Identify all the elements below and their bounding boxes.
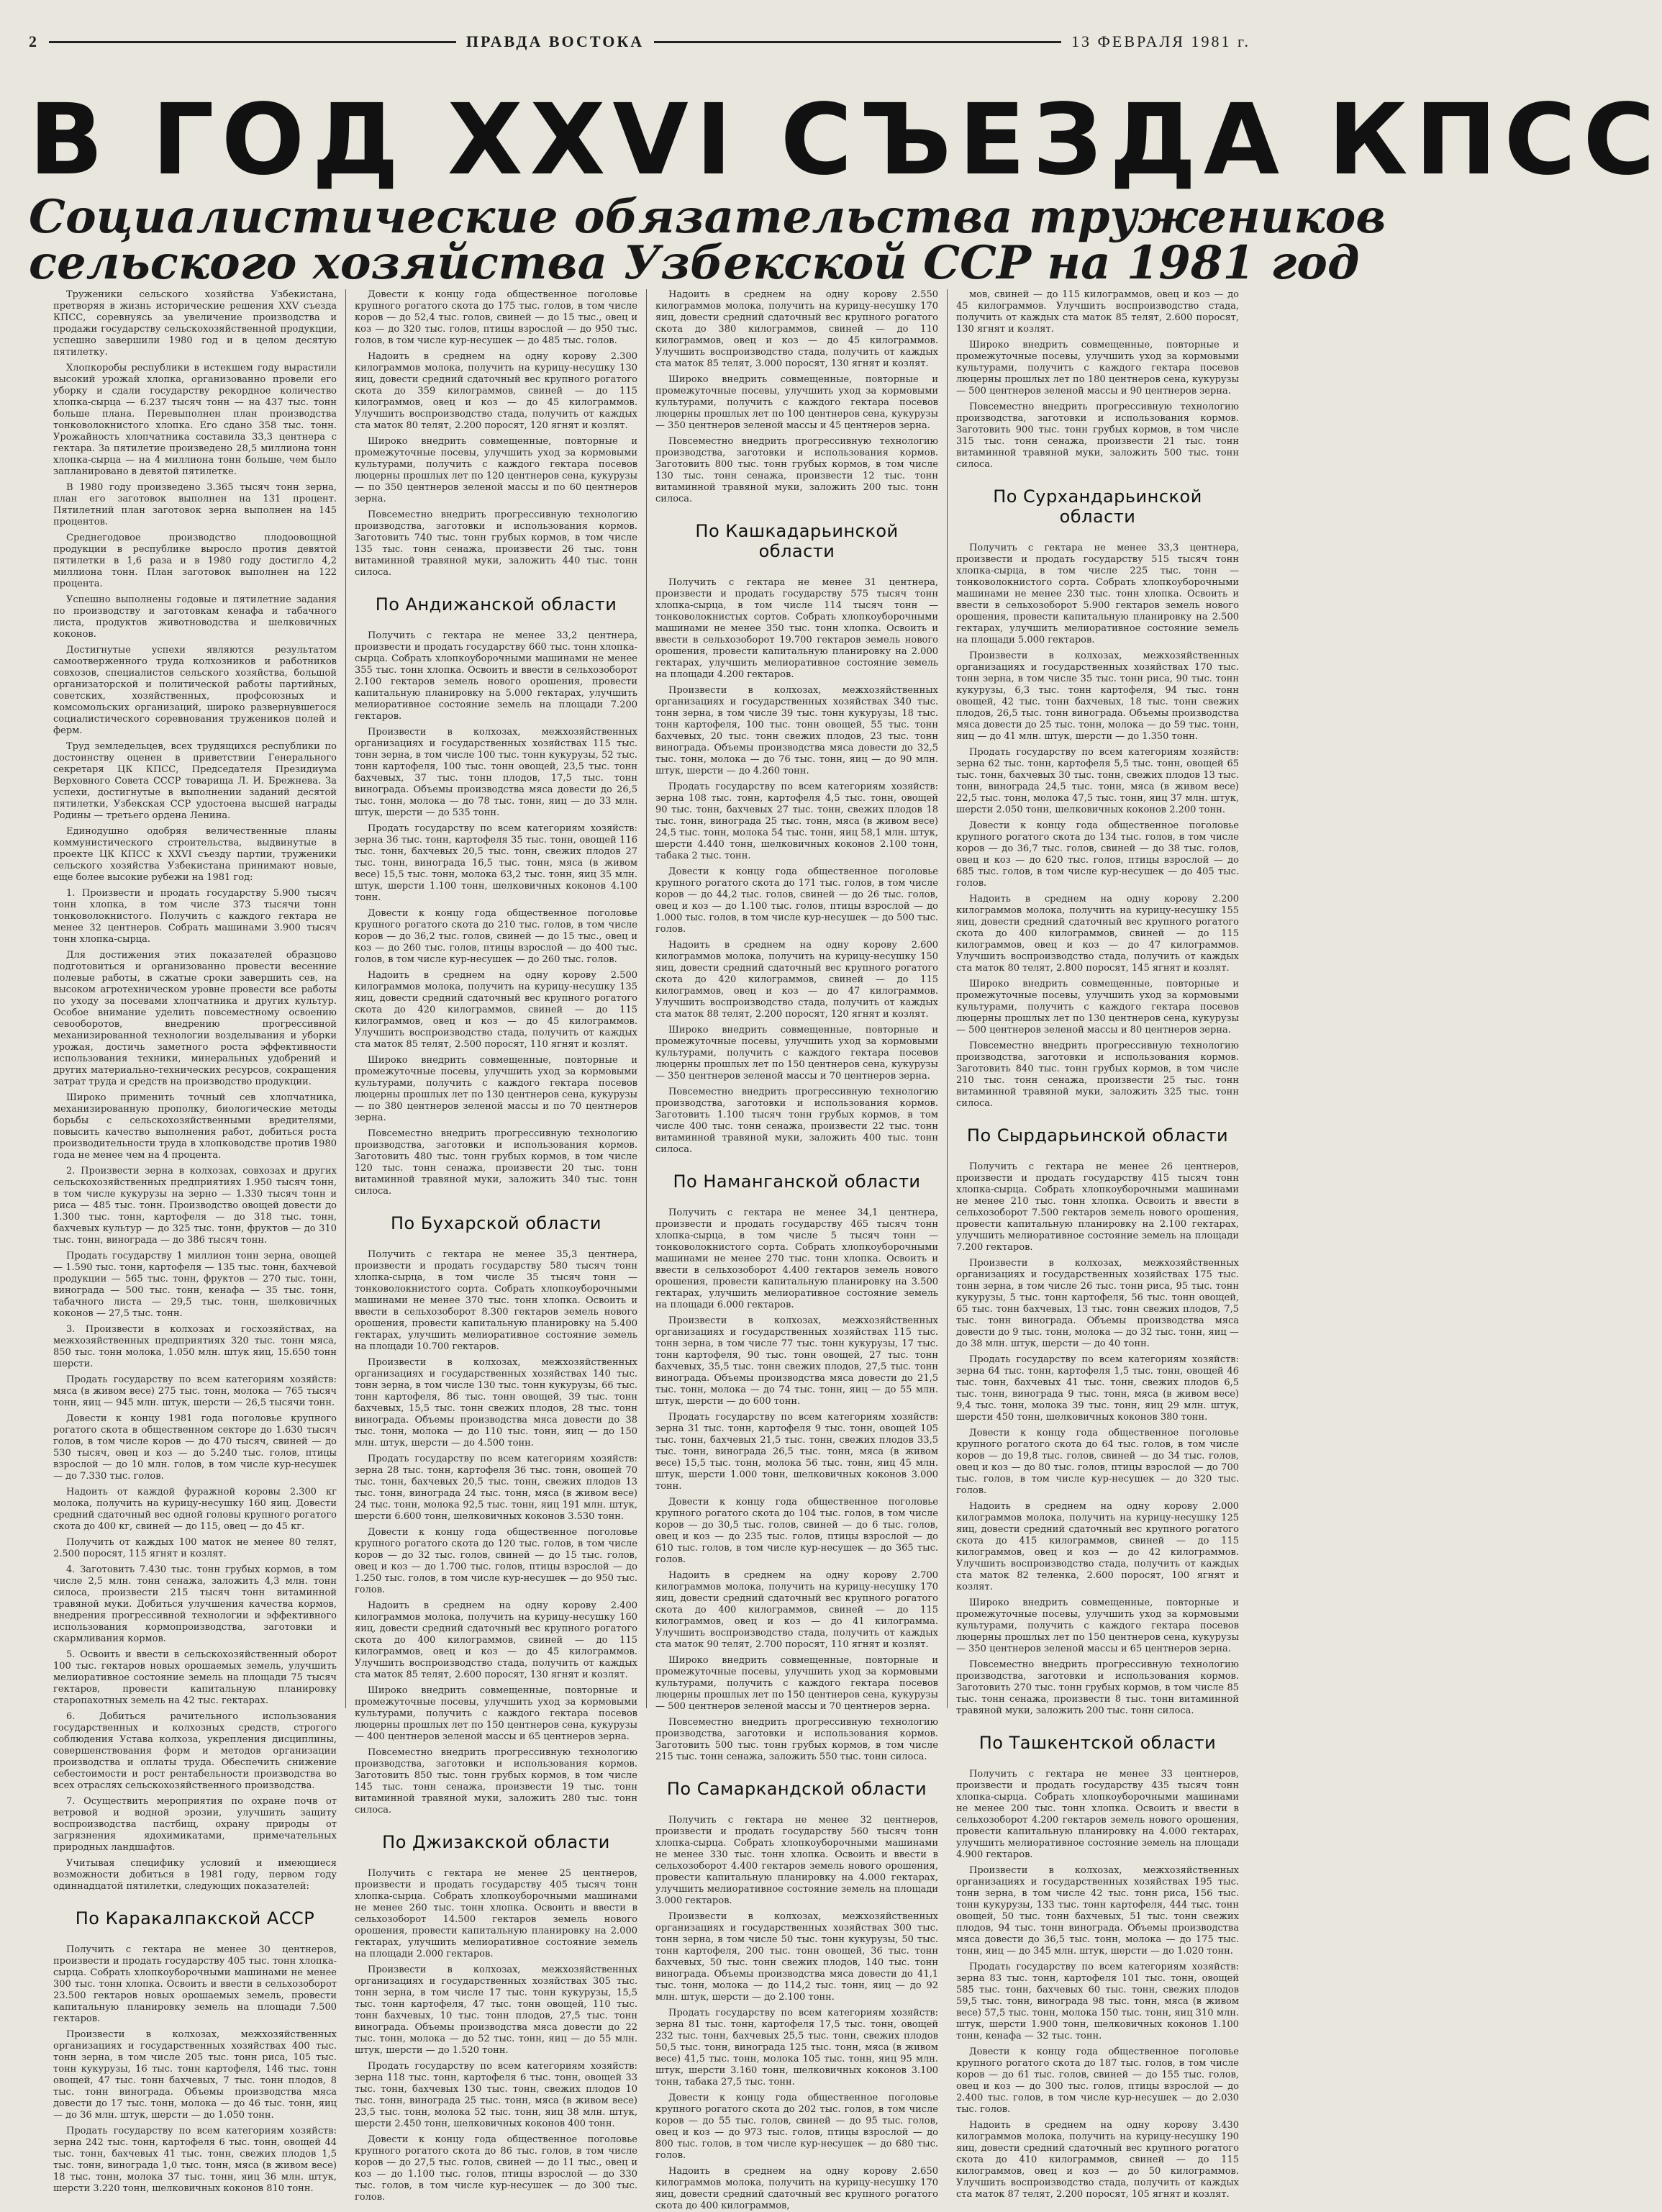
- article-paragraph: Получить с гектара не менее 26 центнеров, произвести и продать государству 415 тысяч тонн хлопка-сырца. Собрать хлопкоуборочными машинами не менее 210 тыс. тонн хлопка. Освоить и ввести в сельхозоборот 7.500 гектаров земель нового орошения, провести капитальную планировку на 2.100 гектарах, улучшить мелиоративное состояние земель на площади 7.200 гектаров.: [956, 1161, 1239, 1253]
- article-paragraph: Широко применить точный сев хлопчатника, механизированную прополку, биологические методы борьбы с сельскохозяйственными вредителями, повысить качество выполнения работ, добиться роста производительности труда в хлопководстве против 1980 года не менее чем на 4 процента.: [53, 1092, 337, 1161]
- article-paragraph: 1. Произвести и продать государству 5.900 тысяч тонн хлопка, в том числе 373 тысячи тонн тонковолокнистого. Получить с каждого гектара не менее 32 центнеров. Собрать машинами 3.900 тысяч тонн хлопка-сырца.: [53, 888, 337, 945]
- article-paragraph: Широко внедрить совмещенные, повторные и промежуточные посевы, улучшить уход за кормовыми культурами, получить с каждого гектара посевов люцерны прошлых лет по 130 центнеров сена, кукурузы — по 380 центнеров зеленой массы и по 70 центнеров зерна.: [355, 1055, 637, 1123]
- article-paragraph: Повсеместно внедрить прогрессивную технологию производства, заготовки и использования кормов. Заготовить 850 тыс. тонн грубых кормов, в том числе 145 тыс. тонн сенажа, произвести 19 тыс. тонн витаминной травяной муки, заложить 280 тыс. тонн силоса.: [355, 1747, 637, 1816]
- article-paragraph: Довести к концу года общественное поголовье крупного рогатого скота до 86 тыс. голов, в том числе коров — до 27,5 тыс. голов, свиней — до 11 тыс., овец и коз — до 1.100 тыс. голов, птицы взрослой — до 330 тыс. голов, в том числе кур-несушек — до 300 тыс. голов.: [355, 2134, 637, 2203]
- article-paragraph: Довести к концу года общественное поголовье крупного рогатого скота до 64 тыс. голов, в том числе коров — до 19,8 тыс. голов, свиней — до 34 тыс. голов, овец и коз — до 80 тыс. голов, птицы взрослой — до 700 тыс. голов, в том числе кур-несушек — до 320 тыс. голов.: [956, 1428, 1239, 1496]
- article-paragraph: 7. Осуществить мероприятия по охране почв от ветровой и водной эрозии, улучшить защиту воспроизводства пастбищ, охрану природы от загрязнения ядохимикатами, примечательных природных ландшафтов.: [53, 1796, 337, 1853]
- article-paragraph: 6. Добиться рачительного использования государственных и колхозных средств, строгого соблюдения Устава колхоза, укрепления дисциплины, совершенствования форм и методов организации производства и оплаты труда. Обеспечить снижение себестоимости и рост рентабельности производства во всех отраслях сельскохозяйственного производства.: [53, 1711, 337, 1791]
- article-paragraph: Надоить в среднем на одну корову 2.300 килограммов молока, получить на курицу-несушку 130 яиц, довести средний сдаточный вес крупного рогатого скота до 359 килограммов, свиней — до 115 килограммов, овец и коз — до 45 килограммов. Улучшить воспроизводство стада, получить от каждых ста маток 80 телят, 2.200 поросят, 120 ягнят и козлят.: [355, 351, 637, 431]
- article-paragraph: Довести к концу года общественное поголовье крупного рогатого скота до 187 тыс. голов, в том числе коров — до 61 тыс. голов, свиней — до 155 тыс. голов, овец и коз — до 300 тыс. голов, птицы взрослой — до 2.400 тыс. голов, в том числе кур-несушек — до 2.030 тыс. голов.: [956, 2046, 1239, 2115]
- article-paragraph: Широко внедрить совмещенные, повторные и промежуточные посевы, улучшить уход за кормовыми культурами, получить с каждого гектара посевов люцерны прошлых лет по 150 центнеров сена, кукурузы — 350 центнеров зеленой массы и 70 центнеров зерна.: [655, 1025, 938, 1082]
- section-heading-samarkand: По Самаркандской области: [666, 1779, 927, 1799]
- issue-date: 13 ФЕВРАЛЯ 1981 г.: [1071, 32, 1250, 50]
- article-paragraph: Произвести в колхозах, межхозяйственных организациях и государственных хозяйствах 170 тыс. тонн зерна, в том числе 35 тыс. тонн риса, 90 тыс. тонн кукурузы, 6,3 тыс. тонн картофеля, 94 тыс. тонн овощей, 42 тыс. тонн бахчевых, 18 тыс. тонн свежих плодов, 26,5 тыс. тонн винограда. Объемы производства мяса довести до 25 тыс. тонн, молока — до 59 тыс. тонн, яиц — до 41 млн. штук, шерсти — до 1.350 тонн.: [956, 651, 1239, 742]
- masthead-rule-left: [49, 41, 456, 43]
- article-paragraph: Широко внедрить совмещенные, повторные и промежуточные посевы, улучшить уход за кормовыми культурами, получить с каждого гектара посевов люцерны прошлых лет по 130 центнеров сена, кукурузы — 500 центнеров зеленой массы и 80 центнеров зерна.: [956, 979, 1239, 1035]
- article-paragraph: Повсеместно внедрить прогрессивную технологию производства, заготовки и использования кормов. Заготовить 1.100 тысяч тонн грубых кормов, в том числе 400 тыс. тонн сенажа, произвести 22 тыс. тонн витаминной травяной муки, заложить 400 тыс. тонн силоса.: [655, 1087, 938, 1155]
- article-paragraph: Получить от каждых 100 маток не менее 80 телят, 2.500 поросят, 115 ягнят и козлят.: [53, 1537, 337, 1559]
- article-paragraph: Надоить в среднем на одну корову 2.600 килограммов молока, получить на курицу-несушку 150 яиц, довести средний сдаточный вес крупного рогатого скота до 420 килограммов, свиней — до 115 килограммов, овец и коз — до 47 килограммов. Улучшить воспроизводство стада, получить от каждых ста маток 88 телят, 2.200 поросят, 120 ягнят и козлят.: [655, 940, 938, 1020]
- article-paragraph: Широко внедрить совмещенные, повторные и промежуточные посевы, улучшить уход за кормовыми культурами, получить с каждого гектара посевов люцерны прошлых лет по 150 центнеров сена, кукурузы — 350 центнеров зеленой массы и 65 центнеров зерна.: [956, 1597, 1239, 1654]
- article-paragraph: Продать государству по всем категориям хозяйств: зерна 118 тыс. тонн, картофеля 6 тыс. тонн, овощей 33 тыс. тонн, бахчевых 130 тыс. тонн, свежих плодов 10 тыс. тонн, винограда 25 тыс. тонн, мяса (в живом весе) 23,5 тыс. тонн, молока 52 тыс. тонн, яиц 38 млн. штук, шерсти 2.450 тонн, шелковичных коконов 400 тонн.: [355, 2061, 637, 2129]
- article-paragraph: Успешно выполнены годовые и пятилетние задания по производству и заготовкам кенафа и табачного листа, продуктов животноводства и шелковичных коконов.: [53, 594, 337, 640]
- page-number: 2: [29, 32, 39, 50]
- article-paragraph: Труд земледельцев, всех трудящихся республики по достоинству оценен в приветствии Генерального секретаря ЦК КПСС, Председателя Президиума Верховного Совета СССР товарища Л. И. Брежнева. За успехи, достигнутые в выполнении заданий десятой пятилетки, Узбекская ССР удостоена высшей награды Родины — третьего ордена Ленина.: [53, 741, 337, 821]
- article-paragraph: 3. Произвести в колхозах и госхозяйствах, на межхозяйственных предприятиях 320 тыс. тонн мяса, 850 тыс. тонн молока, 1.050 млн. штук яиц, 15.650 тонн шерсти.: [53, 1324, 337, 1369]
- masthead-rule-right: [654, 41, 1061, 43]
- article-paragraph: Надоить в среднем на одну корову 2.200 килограммов молока, получить на курицу-несушку 155 яиц, довести средний сдаточный вес крупного рогатого скота до 400 килограммов, свиней — до 115 килограммов, овец и коз — до 47 килограммов. Улучшить воспроизводство стада, получить от каждых ста маток 80 телят, 2.800 поросят, 145 ягнят и козлят.: [956, 894, 1239, 974]
- article-paragraph: Единодушно одобряя величественные планы коммунистического строительства, выдвинутые в проекте ЦК КПСС к XXVI съезду партии, труженики сельского хозяйства Узбекистана принимают новые, еще более высокие рубежи на 1981 год:: [53, 826, 337, 883]
- section-heading-tashkent: По Ташкентской области: [978, 1733, 1217, 1753]
- article-paragraph: Довести к концу 1981 года поголовье крупного рогатого скота в общественном секторе до 1.630 тысяч голов, в том числе коров — до 470 тысяч, свиней — до 530 тысяч, овец и коз — до 5.240 тыс. голов, птицы взрослой — до 10 млн. голов, в том числе кур-несушек — до 7.330 тыс. голов.: [53, 1413, 337, 1482]
- article-paragraph: Довести к концу года общественное поголовье крупного рогатого скота до 120 тыс. голов, в том числе коров — до 32 тыс. голов, свиней — до 15 тыс. голов, овец и коз — до 1.700 тыс. голов, птицы взрослой — до 1.250 тыс. голов, в том числе кур-несушек — до 950 тыс. голов.: [355, 1527, 637, 1595]
- article-paragraph: Получить с гектара не менее 31 центнера, произвести и продать государству 575 тысяч тонн хлопка-сырца, в том числе 114 тысяч тонн — тонковолокнистых сортов. Собрать хлопкоуборочными машинами не менее 350 тыс. тонн хлопка. Освоить и ввести в сельхозоборот 19.700 гектаров земель нового орошения, провести капитальную планировку на 2.000 гектарах, улучшить мелиоративное состояние земель на площади 4.200 гектаров.: [655, 577, 938, 680]
- article-paragraph: Довести к концу года общественное поголовье крупного рогатого скота до 210 тыс. голов, в том числе коров — до 36,2 тыс. голов, свиней — до 15 тыс., овец и коз — до 260 тыс. голов, птицы взрослой — до 400 тыс. голов, в том числе кур-несушек — до 260 тыс. голов.: [355, 908, 637, 965]
- article-paragraph: Повсеместно внедрить прогрессивную технологию производства, заготовки и использования кормов. Заготовить 740 тыс. тонн грубых кормов, в том числе 135 тыс. тонн сенажа, произвести 26 тыс. тонн витаминной травяной муки, заложить 440 тыс. тонн силоса.: [355, 509, 637, 578]
- article-paragraph: 5. Освоить и ввести в сельскохозяйственный оборот 100 тыс. гектаров новых орошаемых земель, улучшить мелиоративное состояние земель на площади 75 тысяч гектаров, провести капитальную планировку старопахотных земель на 42 тыс. гектарах.: [53, 1649, 337, 1706]
- newspaper-name: ПРАВДА ВОСТОКА: [466, 32, 645, 50]
- article-paragraph: Произвести в колхозах, межхозяйственных организациях и государственных хозяйствах 400 тыс. тонн зерна, в том числе 205 тыс. тонн риса, 105 тыс. тонн кукурузы, 16 тыс. тонн картофеля, 146 тыс. тонн овощей, 47 тыс. тонн бахчевых, 7 тыс. тонн плодов, 8 тыс. тонн винограда. Объемы производства мяса довести до 17 тыс. тонн, молока — до 46 тыс. тонн, яиц — до 36 млн. штук, шерсти — до 1.050 тонн.: [53, 2029, 337, 2121]
- article-paragraph: Повсеместно внедрить прогрессивную технологию производства, заготовки и использования кормов. Заготовить 900 тыс. тонн грубых кормов, в том числе 315 тыс. тонн сенажа, произвести 21 тыс. тонн витаминной травяной муки, заложить 500 тыс. тонн силоса.: [956, 402, 1239, 470]
- section-heading-surkhandarya: По Сурхандарьинской области: [993, 486, 1202, 527]
- article-paragraph: Широко внедрить совмещенные, повторные и промежуточные посевы, улучшить уход за кормовыми культурами, получить с каждого гектара посевов люцерны прошлых лет по 120 центнеров сена, кукурузы — по 350 центнеров зеленой массы и по 60 центнеров зерна.: [355, 436, 637, 504]
- article-paragraph: Надоить в среднем на одну корову 2.550 килограммов молока, получить на курицу-несушку 170 яиц, довести средний сдаточный вес крупного рогатого скота до 380 килограммов, свиней — до 110 килограммов, овец и коз — до 45 килограммов. Улучшить воспроизводство стада, получить от каждых ста маток 85 телят, 3.000 поросят, 130 ягнят и козлят.: [655, 289, 938, 369]
- article-paragraph: Произвести в колхозах, межхозяйственных организациях и государственных хозяйствах 140 тыс. тонн зерна, в том числе 130 тыс. тонн кукурузы, 66 тыс. тонн картофеля, 86 тыс. тонн овощей, 39 тыс. тонн бахчевых, 15,5 тыс. тонн свежих плодов, 28 тыс. тонн винограда. Объемы производства мяса довести до 38 тыс. тонн, молока — до 110 тыс. тонн, яиц — до 150 млн. штук, шерсти — до 4.500 тонн.: [355, 1357, 637, 1449]
- section-heading-namangan: По Наманганской области: [673, 1171, 921, 1192]
- article-paragraph: Произвести в колхозах, межхозяйственных организациях и государственных хозяйствах 195 тыс. тонн зерна, в том числе 42 тыс. тонн риса, 156 тыс. тонн кукурузы, 133 тыс. тонн картофеля, 444 тыс. тонн овощей, 50 тыс. тонн бахчевых, 51 тыс. тонн свежих плодов, 94 тыс. тонн винограда. Объемы производства мяса довести до 36,5 тыс. тонн, молока — до 175 тыс. тонн, яиц — до 345 млн. штук, шерсти — до 1.020 тонн.: [956, 1865, 1239, 1957]
- article-paragraph: Получить с гектара не менее 32 центнеров, произвести и продать государству 560 тысяч тонн хлопка-сырца. Собрать хлопкоуборочными машинами не менее 330 тыс. тонн хлопка. Освоить и ввести в сельхозоборот 4.400 гектаров земель нового орошения, провести капитальную планировку на 4.000 гектарах, улучшить мелиоративное состояние земель на площади 3.000 гектаров.: [655, 1815, 938, 1906]
- article-paragraph: Произвести в колхозах, межхозяйственных организациях и государственных хозяйствах 300 тыс. тонн зерна, в том числе 50 тыс. тонн кукурузы, 50 тыс. тонн картофеля, 200 тыс. тонн овощей, 36 тыс. тонн бахчевых, 50 тыс. тонн свежих плодов, 140 тыс. тонн винограда. Объемы производства мяса довести до 41,1 тыс. тонн, молока — до 114,2 тыс. тонн, яиц — до 92 млн. штук, шерсти — до 2.100 тонн.: [655, 1911, 938, 2003]
- article-paragraph: Надоить в среднем на одну корову 2.000 килограммов молока, получить на курицу-несушку 125 яиц, довести средний сдаточный вес крупного рогатого скота до 415 килограммов, свиней — до 115 килограммов, овец и коз — до 42 килограммов. Улучшить воспроизводство стада, получить от каждых ста маток 82 теленка, 2.600 поросят, 100 ягнят и козлят.: [956, 1501, 1239, 1592]
- article-paragraph: Широко внедрить совмещенные, повторные и промежуточные посевы, улучшить уход за кормовыми культурами, получить с каждого гектара посевов люцерны прошлых лет по 100 центнеров сена, кукурузы — 350 центнеров зеленой массы и 45 центнеров зерна.: [655, 374, 938, 431]
- section-heading-kashkadarya: По Кашкадарьинской области: [695, 521, 899, 561]
- article-paragraph: мов, свиней — до 115 килограммов, овец и коз — до 45 килограммов. Улучшить воспроизводство стада, получить от каждых ста маток 85 телят, 2.600 поросят, 130 ягнят и козлят.: [956, 289, 1239, 335]
- column-3: [646, 289, 947, 2211]
- column-2: [345, 289, 646, 2203]
- article-paragraph: Продать государству по всем категориям хозяйств: зерна 62 тыс. тонн, картофеля 5,5 тыс. тонн, овощей 65 тыс. тонн, бахчевых 30 тыс. тонн, свежих плодов 13 тыс. тонн, винограда 24,5 тыс. тонн, мяса (в живом весе) 22,5 тыс. тонн, молока 47,5 тыс. тонн, яиц 37 млн. штук, шерсти 2.050 тонн, шелковичных коконов 2.200 тонн.: [956, 747, 1239, 815]
- section-heading-bukhara: По Бухарской области: [390, 1213, 602, 1233]
- article-paragraph: Надоить в среднем на одну корову 2.700 килограммов молока, получить на курицу-несушку 170 яиц, довести средний сдаточный вес крупного рогатого скота до 400 килограммов, свиней — до 115 килограммов, овец и коз — до 41 килограмма. Улучшить воспроизводство стада, получить от каждых ста маток 90 телят, 2.700 поросят, 110 ягнят и козлят.: [655, 1570, 938, 1650]
- article-paragraph: В 1980 году произведено 3.365 тысяч тонн зерна, план его заготовок выполнен на 131 процент. Пятилетний план заготовок зерна выполнен на 145 процентов.: [53, 482, 337, 527]
- article-paragraph: Довести к концу года общественное поголовье крупного рогатого скота до 134 тыс. голов, в том числе коров — до 36,7 тыс. голов, свиней — до 38 тыс. голов, овец и коз — до 620 тыс. голов, птицы взрослой — до 685 тыс. голов, в том числе кур-несушек — до 405 тыс. голов.: [956, 820, 1239, 889]
- section-heading-jizzakh: По Джизакской области: [382, 1832, 610, 1852]
- article-paragraph: Продать государству по всем категориям хозяйств: мяса (в живом весе) 275 тыс. тонн, молока — 765 тысяч тонн, яиц — 945 млн. штук, шерсти — 26,5 тысячи тонн.: [53, 1374, 337, 1408]
- section-heading-syrdarya: По Сырдарьинской области: [966, 1125, 1229, 1146]
- section-heading-karakalpak: По Каракалпакской АССР: [75, 1908, 315, 1928]
- subheadline-line-2: сельского хозяйства Узбекской ССР на 1981 год: [29, 236, 1360, 290]
- article-paragraph: Продать государству по всем категориям хозяйств: зерна 81 тыс. тонн, картофеля 17,5 тыс. тонн, овощей 232 тыс. тонн, бахчевых 25,5 тыс. тонн, свежих плодов 50,5 тыс. тонн, винограда 125 тыс. тонн, мяса (в живом весе) 41,5 тыс. тонн, молока 105 тыс. тонн, яиц 95 млн. штук, шерсти 3.160 тонн, шелковичных коконов 3.100 тонн, табака 27,5 тыс. тонн.: [655, 2008, 938, 2088]
- subheadline-line-1: Социалистические обязательства тружеников: [29, 190, 1386, 244]
- article-paragraph: Получить с гектара не менее 35,3 центнера, произвести и продать государству 580 тысяч тонн хлопка-сырца, в том числе 35 тысяч тонн — тонковолокнистого сорта. Собрать хлопкоуборочными машинами не менее 370 тыс. тонн хлопка. Освоить и ввести в сельхозоборот 8.300 гектаров земель нового орошения, провести капитальную планировку на 5.400 гектарах, улучшить мелиоративное состояние земель на площади 10.700 гектаров.: [355, 1249, 637, 1352]
- article-paragraph: Получить с гектара не менее 33,2 центнера, произвести и продать государству 660 тыс. тонн хлопка-сырца. Собрать хлопкоуборочными машинами не менее 355 тыс. тонн хлопка. Освоить и ввести в сельхозоборот 2.100 гектаров земель нового орошения, провести капитальную планировку на 5.000 гектарах, улучшить мелиоративное состояние земель на площади 7.200 гектаров.: [355, 630, 637, 722]
- article-paragraph: Довести к концу года общественное поголовье крупного рогатого скота до 104 тыс. голов, в том числе коров — до 30,5 тыс. голов, свиней — до 6 тыс. голов, овец и коз — до 235 тыс. голов, птицы взрослой — до 610 тыс. голов, в том числе кур-несушек — до 365 тыс. голов.: [655, 1497, 938, 1565]
- headline: В ГОД XXVI СЪЕЗДА КПСС: [29, 83, 1662, 197]
- article-paragraph: Продать государству по всем категориям хозяйств: зерна 64 тыс. тонн, картофеля 1,5 тыс. тонн, овощей 46 тыс. тонн, бахчевых 41 тыс. тонн, свежих плодов 6,5 тыс. тонн, винограда 9 тыс. тонн, мяса (в живом весе) 9,4 тыс. тонн, молока 39 тыс. тонн, яиц 29 млн. штук, шерсти 450 тонн, шелковичных коконов 380 тонн.: [956, 1354, 1239, 1423]
- article-paragraph: Довести к концу года общественное поголовье крупного рогатого скота до 202 тыс. голов, в том числе коров — до 55 тыс. голов, свиней — до 95 тыс. голов, овец и коз — до 973 тыс. голов, птицы взрослой — до 800 тыс. голов, в том числе кур-несушек — до 680 тыс. голов.: [655, 2093, 938, 2161]
- article-paragraph: Хлопкоробы республики в истекшем году вырастили высокий урожай хлопка, организованно провели его уборку и сдали государству рекордное количество хлопка-сырца — 6.237 тысяч тонн — на 437 тыс. тонн больше плана. Перевыполнен план производства тонковолокнистого хлопка. Его сдано 358 тыс. тонн. Урожайность хлопчатника составила 33,3 центнера с гектара. За пятилетие произведено 28,5 миллиона тонн хлопка-сырца — на 4 миллиона тонн больше, чем было запланировано в девятой пятилетке.: [53, 363, 337, 477]
- article-paragraph: Продать государству по всем категориям хозяйств: зерна 28 тыс. тонн, картофеля 36 тыс. тонн, овощей 70 тыс. тонн, бахчевых 20,5 тыс. тонн, свежих плодов 13 тыс. тонн, винограда 24 тыс. тонн, мяса (в живом весе) 24 тыс. тонн, молока 92,5 тыс. тонн, яиц 191 млн. штук, шерсти 6.600 тонн, шелковичных коконов 3.530 тонн.: [355, 1454, 637, 1522]
- article-paragraph: Надоить в среднем на одну корову 2.500 килограммов молока, получить на курицу-несушку 135 яиц, довести средний сдаточный вес крупного рогатого скота до 420 килограммов, свиней — до 115 килограммов, овец и коз — до 45 килограммов. Улучшить воспроизводство стада, получить от каждых ста маток 85 телят, 2.500 поросят, 110 ягнят и козлят.: [355, 970, 637, 1050]
- section-heading-andijan: По Андижанской области: [375, 594, 617, 615]
- article-paragraph: Повсеместно внедрить прогрессивную технологию производства, заготовки и использования кормов. Заготовить 800 тыс. тонн грубых кормов, в том числе 130 тыс. тонн сенажа, произвести 12 тыс. тонн витаминной травяной муки, заложить 200 тыс. тонн силоса.: [655, 436, 938, 504]
- article-paragraph: Повсеместно внедрить прогрессивную технологию производства, заготовки и использования кормов. Заготовить 270 тыс. тонн грубых кормов, в том числе 85 тыс. тонн сенажа, произвести 8 тыс. тонн витаминной травяной муки, заложить 200 тыс. тонн силоса.: [956, 1659, 1239, 1716]
- article-paragraph: Надоить в среднем на одну корову 3.430 килограммов молока, получить на курицу-несушку 190 яиц, довести средний сдаточный вес крупного рогатого скота до 410 килограммов, свиней — до 115 килограммов, овец и коз — до 50 килограммов. Улучшить воспроизводство стада, получить от каждых ста маток 87 телят, 2.200 поросят, 105 ягнят и козлят.: [956, 2120, 1239, 2200]
- article-paragraph: Надоить от каждой фуражной коровы 2.300 кг молока, получить на курицу-несушку 160 яиц. Довести средний сдаточный вес одной головы крупного рогатого скота до 400 кг, свиней — до 115, овец — до 45 кг.: [53, 1487, 337, 1532]
- article-paragraph: Продать государству по всем категориям хозяйств: зерна 108 тыс. тонн, картофеля 4,5 тыс. тонн, овощей 90 тыс. тонн, бахчевых 27 тыс. тонн, свежих плодов 18 тыс. тонн, винограда 25 тыс. тонн, мяса (в живом весе) 24,5 тыс. тонн, молока 54 тыс. тонн, яиц 58,1 млн. штук, шерсти 4.440 тонн, шелковичных коконов 2.100 тонн, табака 2 тыс. тонн.: [655, 781, 938, 861]
- article-paragraph: Довести к концу года общественное поголовье крупного рогатого скота до 175 тыс. голов, в том числе коров — до 52,4 тыс. голов, свиней — до 15 тыс., овец и коз — до 320 тыс. голов, птицы взрослой — до 950 тыс. голов, в том числе кур-несушек — до 485 тыс. голов.: [355, 289, 637, 346]
- column-4: [947, 289, 1248, 2200]
- article-paragraph: Учитывая специфику условий и имеющиеся возможности добиться в 1981 году, первом году одиннадцатой пятилетки, следующих показателей:: [53, 1858, 337, 1892]
- article-paragraph: Продать государству по всем категориям хозяйств: зерна 242 тыс. тонн, картофеля 6 тыс. тонн, овощей 44 тыс. тонн, бахчевых 41 тыс. тонн, свежих плодов 1,5 тыс. тонн, винограда 1,0 тыс. тонн, мяса (в живом весе) 18 тыс. тонн, молока 37 тыс. тонн, яиц 36 млн. штук, шерсти 3.220 тонн, шелковичных коконов 810 тонн.: [53, 2126, 337, 2194]
- article-paragraph: Произвести в колхозах, межхозяйственных организациях и государственных хозяйствах 115 тыс. тонн зерна, в том числе 77 тыс. тонн кукурузы, 17 тыс. тонн картофеля, 90 тыс. тонн овощей, 27 тыс. тонн бахчевых, 35,5 тыс. тонн свежих плодов, 27,5 тыс. тонн винограда. Объемы производства мяса довести до 21,5 тыс. тонн, молока — до 74 тыс. тонн, яиц — до 55 млн. штук, шерсти — до 600 тонн.: [655, 1315, 938, 1407]
- article-paragraph: Достигнутые успехи являются результатом самоотверженного труда колхозников и работников совхозов, специалистов сельского хозяйства, большой организаторской и политической работы партийных, советских, хозяйственных, профсоюзных и комсомольских организаций, широко развернувшегося социалистического соревнования тружеников полей и ферм.: [53, 645, 337, 736]
- article-paragraph: Произвести в колхозах, межхозяйственных организациях и государственных хозяйствах 305 тыс. тонн зерна, в том числе 17 тыс. тонн кукурузы, 15,5 тыс. тонн картофеля, 47 тыс. тонн овощей, 110 тыс. тонн бахчевых, 10 тыс. тонн плодов, 27,5 тыс. тонн винограда. Объемы производства мяса довести до 22 тыс. тонн, молока — до 52 тыс. тонн, яиц — до 55 млн. штук, шерсти — до 1.520 тонн.: [355, 1964, 637, 2056]
- article-paragraph: Продать государству 1 миллион тонн зерна, овощей — 1.590 тыс. тонн, картофеля — 135 тыс. тонн, бахчевой продукции — 565 тыс. тонн, фруктов — 270 тыс. тонн, винограда — 500 тыс. тонн, кенафа — 35 тыс. тонн, табачного листа — 29,5 тыс. тонн, шелковичных коконов — 27,5 тыс. тонн.: [53, 1251, 337, 1319]
- article-paragraph: Получить с гектара не менее 34,1 центнера, произвести и продать государству 465 тысяч тонн хлопка-сырца, в том числе 5 тысяч тонн — тонковолокнистого сорта. Собрать хлопкоуборочными машинами не менее 270 тыс. тонн хлопка. Освоить и ввести в сельхозоборот 4.400 гектаров земель нового орошения, провести капитальную планировку на 3.500 гектарах, улучшить мелиоративное состояние земель на площади 6.000 гектаров.: [655, 1207, 938, 1310]
- article-paragraph: Довести к концу года общественное поголовье крупного рогатого скота до 171 тыс. голов, в том числе коров — до 44,2 тыс. голов, свиней — до 26 тыс. голов, овец и коз — до 1.100 тыс. голов, птицы взрослой — до 1.000 тыс. голов, в том числе кур-несушек — до 500 тыс. голов.: [655, 866, 938, 935]
- masthead: [29, 32, 1250, 52]
- article-paragraph: Продать государству по всем категориям хозяйств: зерна 83 тыс. тонн, картофеля 101 тыс. тонн, овощей 585 тыс. тонн, бахчевых 60 тыс. тонн, свежих плодов 59,5 тыс. тонн, винограда 98 тыс. тонн, мяса (в живом весе) 57,5 тыс. тонн, молока 150 тыс. тонн, яиц 310 млн. штук, шерсти 1.900 тонн, шелковичных коконов 1.100 тонн, кенафа — 32 тыс. тонн.: [956, 1962, 1239, 2041]
- article-paragraph: Получить с гектара не менее 30 центнеров, произвести и продать государству 405 тыс. тонн хлопка-сырца. Собрать хлопкоуборочными машинами не менее 300 тыс. тонн хлопка. Освоить и ввести в сельхозоборот 23.500 гектаров новых орошаемых земель, провести капитальную планировку земель на площади 7.500 гектаров.: [53, 1944, 337, 2024]
- article-paragraph: Среднегодовое производство плодоовощной продукции в республике выросло против девятой пятилетки в 1,6 раза и в 1980 году достигло 4,2 миллиона тонн. План заготовок выполнен на 122 процента.: [53, 532, 337, 589]
- article-paragraph: Повсеместно внедрить прогрессивную технологию производства, заготовки и использования кормов. Заготовить 480 тыс. тонн грубых кормов, в том числе 120 тыс. тонн сенажа, произвести 20 тыс. тонн витаминной травяной муки, заложить 340 тыс. тонн силоса.: [355, 1128, 637, 1197]
- article-paragraph: Произвести в колхозах, межхозяйственных организациях и государственных хозяйствах 115 тыс. тонн зерна, в том числе 100 тыс. тонн кукурузы, 52 тыс. тонн картофеля, 100 тыс. тонн овощей, 23,5 тыс. тонн бахчевых, 37 тыс. тонн плодов, 17,5 тыс. тонн винограда. Объемы производства мяса довести до 26,5 тыс. тонн, молока — до 78 тыс. тонн, яиц — до 33 млн. штук, шерсти — до 535 тонн.: [355, 727, 637, 818]
- article-paragraph: 2. Произвести зерна в колхозах, совхозах и других сельскохозяйственных предприятиях 1.950 тысяч тонн, в том числе кукурузы на зерно — 1.330 тысяч тонн и риса — 485 тыс. тонн. Производство овощей довести до 1.300 тыс. тонн, картофеля — до 318 тыс. тонн, бахчевых культур — до 325 тыс. тонн, фруктов — до 310 тыс. тонн, винограда — до 386 тысяч тонн.: [53, 1166, 337, 1246]
- article-paragraph: Надоить в среднем на одну корову 2.400 килограммов молока, получить на курицу-несушку 160 яиц, довести средний сдаточный вес крупного рогатого скота до 400 килограммов, свиней — до 115 килограммов, овец и коз — до 45 килограммов. Улучшить воспроизводство стада, получить от каждых ста маток 85 телят, 2.600 поросят, 130 ягнят и козлят.: [355, 1600, 637, 1680]
- article-paragraph: Получить с гектара не менее 25 центнеров, произвести и продать государству 405 тысяч тонн хлопка-сырца. Собрать хлопкоуборочными машинами не менее 260 тыс. тонн хлопка. Освоить и ввести в сельхозоборот 14.500 гектаров земель нового орошения, провести капитальную планировку на 2.000 гектарах, улучшить мелиоративное состояние земель на площади 2.000 гектаров.: [355, 1868, 637, 1959]
- article-paragraph: Широко внедрить совмещенные, повторные и промежуточные посевы, улучшить уход за кормовыми культурами, получить с каждого гектара посевов люцерны прошлых лет по 150 центнеров сена, кукурузы — 500 центнеров зеленой массы и 70 центнеров зерна.: [655, 1655, 938, 1712]
- article-paragraph: Для достижения этих показателей образцово подготовиться и организованно провести весенние полевые работы, в сжатые сроки завершить сев, на высоком агротехническом уровне провести все работы по уходу за посевами хлопчатника и других культур. Особое внимание уделить повсеместному освоению севооборотов, внедрению прогрессивной механизированной технологии возделывания и уборки урожая, достичь заметного роста эффективности использования техники, минеральных удобрений и других материально-технических ресурсов, сокращения затрат труда и средств на производство продукции.: [53, 950, 337, 1087]
- article-paragraph: Широко внедрить совмещенные, повторные и промежуточные посевы, улучшить уход за кормовыми культурами, получить с каждого гектара посевов люцерны прошлых лет по 180 центнеров сена, кукурузы — 500 центнеров зеленой массы и 90 центнеров зерна.: [956, 340, 1239, 396]
- column-1: [45, 289, 345, 2194]
- article-paragraph: Широко внедрить совмещенные, повторные и промежуточные посевы, улучшить уход за кормовыми культурами, получить с каждого гектара посевов люцерны прошлых лет по 150 центнеров сена, кукурузы — 400 центнеров зеленой массы и 65 центнеров зерна.: [355, 1685, 637, 1742]
- article-paragraph: Надоить в среднем на одну корову 2.650 килограммов молока, получить на курицу-несушку 170 яиц, довести средний сдаточный вес крупного рогатого скота до 400 килограммов,: [655, 2166, 938, 2211]
- article-columns: [45, 289, 1248, 2211]
- article-paragraph: Повсеместно внедрить прогрессивную технологию производства, заготовки и использования кормов. Заготовить 500 тыс. тонн грубых кормов, в том числе 215 тыс. тонн сенажа, заложить 550 тыс. тонн силоса.: [655, 1717, 938, 1762]
- article-paragraph: Продать государству по всем категориям хозяйств: зерна 31 тыс. тонн, картофеля 9 тыс. тонн, овощей 105 тыс. тонн, бахчевых 21,5 тыс. тонн, свежих плодов 33,5 тыс. тонн, винограда 26,5 тыс. тонн, мяса (в живом весе) 15,5 тыс. тонн, молока 56 тыс. тонн, яиц 45 млн. штук, шерсти 1.000 тонн, шелковичных коконов 3.000 тонн.: [655, 1412, 938, 1492]
- article-paragraph: Труженики сельского хозяйства Узбекистана, претворяя в жизнь исторические решения XXV съезда КПСС, соревнуясь за увеличение производства и продажи государству сельскохозяйственной продукции, успешно завершили 1980 год и в целом десятую пятилетку.: [53, 289, 337, 358]
- article-paragraph: Получить с гектара не менее 33 центнеров, произвести и продать государству 435 тысяч тонн хлопка-сырца. Собрать хлопкоуборочными машинами не менее 200 тыс. тонн хлопка. Освоить и ввести в сельхозоборот 4.200 гектаров земель нового орошения, провести капитальную планировку на 4.000 гектарах, улучшить мелиоративное состояние земель на площади 4.900 гектаров.: [956, 1769, 1239, 1860]
- article-paragraph: Произвести в колхозах, межхозяйственных организациях и государственных хозяйствах 340 тыс. тонн зерна, в том числе 39 тыс. тонн кукурузы, 18 тыс. тонн картофеля, 100 тыс. тонн овощей, 55 тыс. тонн бахчевых, 20 тыс. тонн свежих плодов, 23 тыс. тонн винограда. Объемы производства мяса довести до 32,5 тыс. тонн, молока — до 76 тыс. тонн, яиц — до 90 млн. штук, шерсти — до 4.260 тонн.: [655, 685, 938, 776]
- article-paragraph: Повсеместно внедрить прогрессивную технологию производства, заготовки и использования кормов. Заготовить 840 тыс. тонн грубых кормов, в том числе 210 тыс. тонн сенажа, произвести 25 тыс. тонн витаминной травяной муки, заложить 325 тыс. тонн силоса.: [956, 1041, 1239, 1109]
- article-paragraph: 4. Заготовить 7.430 тыс. тонн грубых кормов, в том числе 2,5 млн. тонн сенажа, заложить 4,3 млн. тонн силоса, произвести 215 тысяч тонн витаминной травяной муки. Добиться улучшения качества кормов, внедрения прогрессивной технологии и эффективного использования кормопроизводства, заготовки и скармливания кормов.: [53, 1564, 337, 1644]
- article-paragraph: Продать государству по всем категориям хозяйств: зерна 36 тыс. тонн, картофеля 35 тыс. тонн, овощей 116 тыс. тонн, бахчевых 20,5 тыс. тонн, свежих плодов 27 тыс. тонн, винограда 16,5 тыс. тонн, мяса (в живом весе) 15,5 тыс. тонн, молока 63,2 тыс. тонн, яиц 35 млн. штук, шерсти 1.100 тонн, шелковичных коконов 4.100 тонн.: [355, 823, 637, 903]
- article-paragraph: Получить с гектара не менее 33,3 центнера, произвести и продать государству 515 тысяч тонн хлопка-сырца, в том числе 225 тыс. тонн — тонковолокнистого сорта. Собрать хлопкоуборочными машинами не менее 230 тыс. тонн хлопка. Освоить и ввести в сельхозоборот 5.900 гектаров земель нового орошения, провести капитальную планировку на 2.500 гектарах, улучшить мелиоративное состояние земель на площади 5.000 гектаров.: [956, 543, 1239, 645]
- article-paragraph: Произвести в колхозах, межхозяйственных организациях и государственных хозяйствах 175 тыс. тонн зерна, в том числе 26 тыс. тонн риса, 95 тыс. тонн кукурузы, 5 тыс. тонн картофеля, 56 тыс. тонн овощей, 65 тыс. тонн бахчевых, 13 тыс. тонн свежих плодов, 7,5 тыс. тонн винограда. Объемы производства мяса довести до 9 тыс. тонн, молока — до 32 тыс. тонн, яиц — до 38 млн. штук, шерсти — до 40 тонн.: [956, 1258, 1239, 1349]
